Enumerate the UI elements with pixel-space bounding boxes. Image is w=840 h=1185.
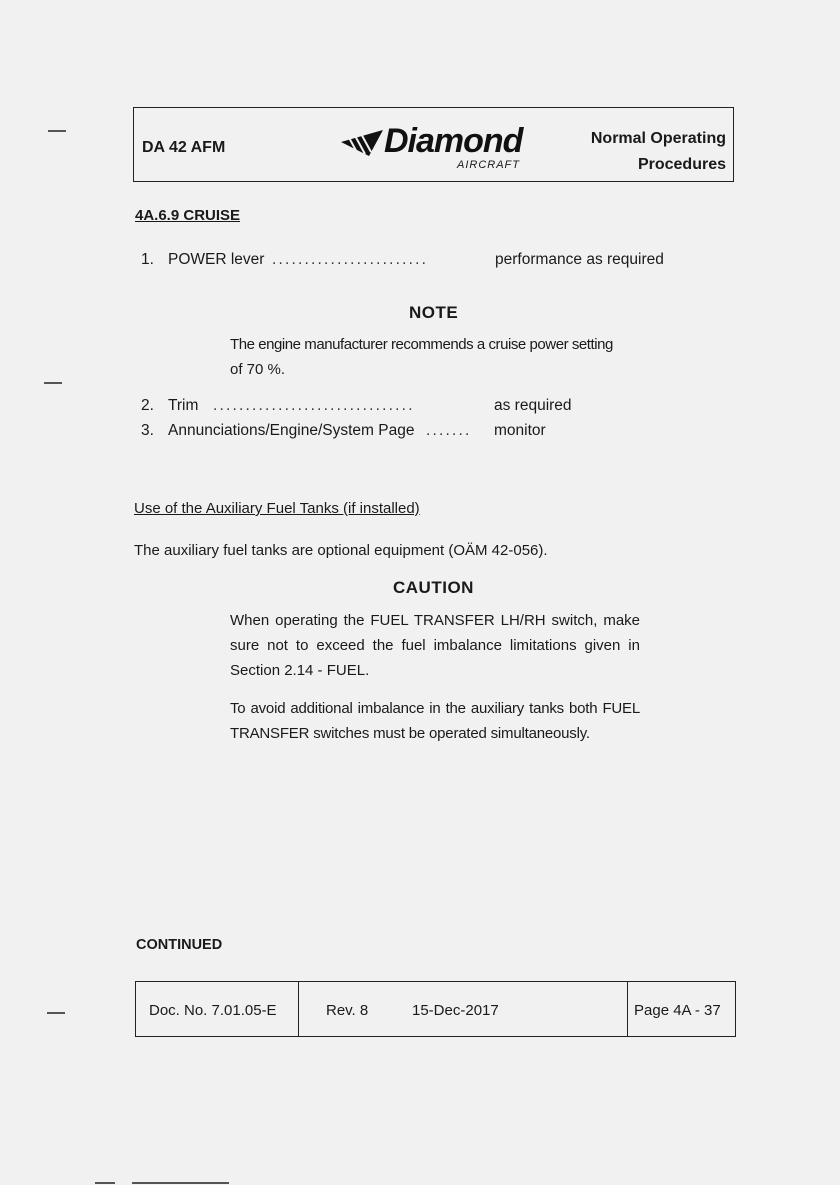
dot-leader: ....... bbox=[426, 422, 472, 439]
section-title-line1: Normal Operating bbox=[590, 130, 726, 147]
margin-mark bbox=[95, 1182, 115, 1184]
section-title bbox=[591, 126, 726, 178]
note-text bbox=[230, 332, 650, 382]
margin-mark bbox=[48, 130, 66, 132]
checklist-step bbox=[141, 251, 681, 271]
revision: Rev. 8 bbox=[326, 1002, 369, 1019]
checklist-step bbox=[141, 422, 681, 442]
diamond-logo bbox=[339, 118, 539, 174]
dot-leader: ............................... bbox=[213, 397, 415, 414]
step-item: POWER lever bbox=[168, 251, 265, 268]
caution-paragraph: To avoid additional imbalance in the auxiliary tanks both FUEL TRANSFER switches must be operated simultaneously. bbox=[230, 700, 640, 742]
diamond-wing-icon bbox=[339, 128, 385, 158]
step-number: 1. bbox=[141, 251, 154, 268]
doc-number: Doc. No. 7.01.05-E bbox=[149, 1002, 277, 1019]
brand-subtitle: AIRCRAFT bbox=[457, 159, 520, 171]
page-footer bbox=[135, 981, 736, 1037]
aux-intro: The auxiliary fuel tanks are optional equipment (OÄM 42-056). bbox=[134, 542, 548, 559]
page-number: Page 4A - 37 bbox=[634, 1002, 721, 1019]
caution-paragraph: When operating the FUEL TRANSFER LH/RH switch, make sure not to exceed the fuel imbalance limitations given in Section 2.14 - FUEL. bbox=[230, 612, 640, 679]
margin-mark bbox=[132, 1182, 229, 1184]
caution-heading: CAUTION bbox=[393, 578, 474, 597]
dot-leader: ........................ bbox=[272, 251, 429, 268]
note-text-line2: of 70 %. bbox=[230, 361, 286, 378]
step-number: 2. bbox=[141, 397, 154, 414]
checklist-step bbox=[141, 397, 681, 417]
brand-name: Diamond bbox=[384, 122, 523, 160]
revision-date: 15-Dec-2017 bbox=[412, 1002, 499, 1019]
step-value: as required bbox=[494, 397, 572, 414]
page-header bbox=[133, 107, 734, 182]
margin-mark bbox=[44, 382, 62, 384]
section-heading: 4A.6.9 CRUISE bbox=[135, 207, 241, 224]
step-number: 3. bbox=[141, 422, 154, 439]
margin-mark bbox=[47, 1012, 65, 1014]
continued-label: CONTINUED bbox=[136, 937, 223, 953]
section-title-line2: Procedures bbox=[637, 156, 726, 173]
doc-title: DA 42 AFM bbox=[142, 139, 226, 156]
footer-page-cell bbox=[627, 982, 735, 1036]
step-item: Annunciations/Engine/System Page bbox=[168, 422, 415, 439]
step-value: monitor bbox=[494, 422, 546, 439]
note-text-line1: The engine manufacturer recommends a cruise power setting bbox=[230, 336, 613, 353]
footer-doc-cell bbox=[136, 982, 299, 1036]
step-value: performance as required bbox=[495, 251, 664, 268]
note-heading: NOTE bbox=[409, 303, 459, 322]
step-item: Trim bbox=[168, 397, 199, 414]
subsection-heading: Use of the Auxiliary Fuel Tanks (if installed) bbox=[134, 500, 420, 517]
